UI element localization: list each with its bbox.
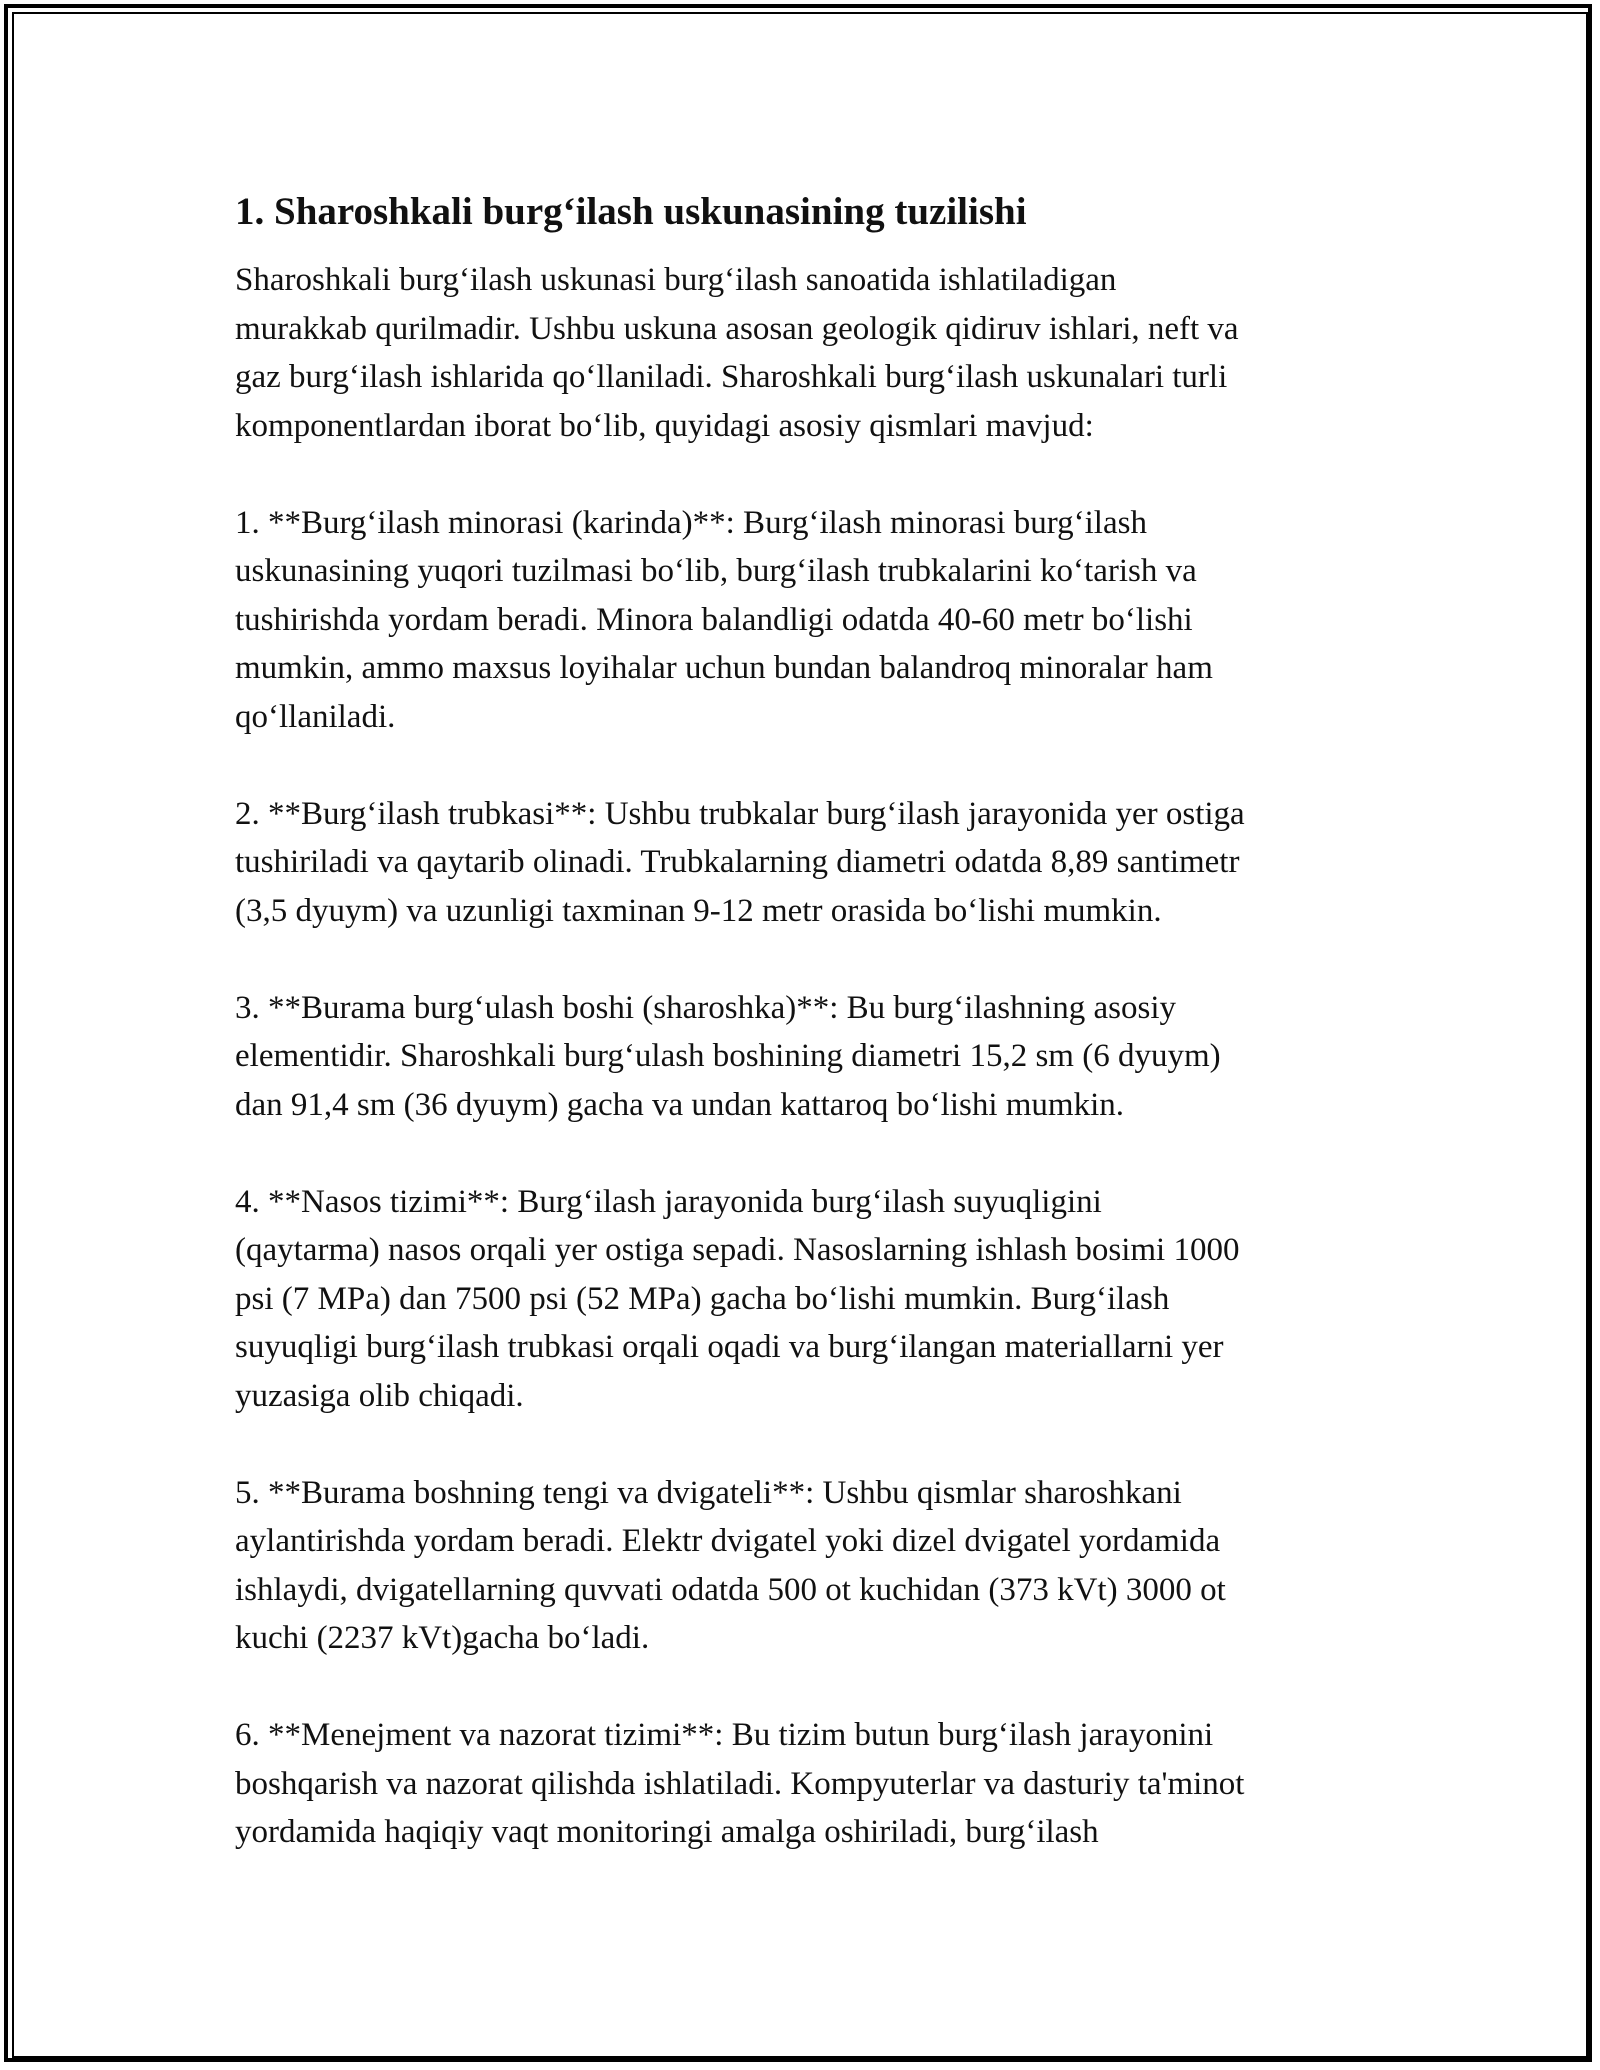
text-line: 4. **Nasos tizimi**: Burg‘ilash jarayonida burg‘ilash suyuqligini: [235, 1183, 1102, 1220]
text-line: kuchi (2237 kVt)gacha bo‘ladi.: [235, 1620, 650, 1656]
text-line: boshqarish va nazorat qilishda ishlatiladi. Kompyuterlar va dasturiy ta'minot: [235, 1765, 1245, 1802]
document-body: [235, 188, 1375, 1905]
text-line: ishlaydi, dvigatellarning quvvati odatda 500 ot kuchidan (373 kVt) 3000 ot: [235, 1571, 1226, 1608]
text-line: aylantirishda yordam beradi. Elektr dvigatel yoki dizel dvigatel yordamida: [235, 1523, 1221, 1559]
text-line: elementidir. Sharoshkali burg‘ulash boshining diametri 15,2 sm (6 dyuym): [235, 1038, 1221, 1074]
list-item-control-system: [235, 1711, 1375, 1857]
text-line: 6. **Menejment va nazorat tizimi**: Bu tizim butun burg‘ilash jarayonini: [235, 1717, 1214, 1753]
text-line: komponentlardan iborat bo‘lib, quyidagi asosiy qismlari mavjud:: [235, 407, 1094, 444]
text-line: 1. **Burg‘ilash minorasi (karinda)**: Burg‘ilash minorasi burg‘ilash: [235, 504, 1147, 541]
list-item-drill-pipe: [235, 790, 1375, 936]
text-line: (qaytarma) nasos orqali yer ostiga sepadi. Nasoslarning ishlash bosimi 1000: [235, 1232, 1240, 1268]
text-line: yuzasiga olib chiqadi.: [235, 1377, 524, 1414]
text-line: 2. **Burg‘ilash trubkasi**: Ushbu trubkalar burg‘ilash jarayonida yer ostiga: [235, 795, 1245, 832]
list-item-rotary-drive: [235, 1469, 1375, 1663]
text-line: murakkab qurilmadir. Ushbu uskuna asosan geologik qidiruv ishlari, neft va: [235, 310, 1239, 347]
text-line: tushirishda yordam beradi. Minora balandligi odatda 40-60 metr bo‘lishi: [235, 601, 1193, 638]
text-line: uskunasining yuqori tuzilmasi bo‘lib, burg‘ilash trubkalarini ko‘tarish va: [235, 553, 1197, 589]
text-line: mumkin, ammo maxsus loyihalar uchun bundan balandroq minoralar ham: [235, 650, 1213, 686]
text-line: suyuqligi burg‘ilash trubkasi orqali oqadi va burg‘ilangan materiallarni yer: [235, 1329, 1224, 1365]
text-line: dan 91,4 sm (36 dyuym) gacha va undan kattaroq bo‘lishi mumkin.: [235, 1086, 1125, 1123]
text-line: (3,5 dyuym) va uzunligi taxminan 9-12 metr orasida bo‘lishi mumkin.: [235, 892, 1162, 929]
text-line: yordamida haqiqiy vaqt monitoringi amalga oshiriladi, burg‘ilash: [235, 1814, 1099, 1850]
text-line: tushiriladi va qaytarib olinadi. Trubkalarning diametri odatda 8,89 santimetr: [235, 844, 1240, 880]
list-item-pump-system: [235, 1178, 1375, 1421]
text-line: qo‘llaniladi.: [235, 698, 396, 735]
text-line: 5. **Burama boshning tengi va dvigateli**: Ushbu qismlar sharoshkani: [235, 1474, 1182, 1511]
intro-paragraph: [235, 256, 1375, 450]
document-title: 1. Sharoshkali burg‘ilash uskunasining tuzilishi: [235, 190, 1027, 233]
list-item-derrick: [235, 499, 1375, 742]
text-line: gaz burg‘ilash ishlarida qo‘llaniladi. Sharoshkali burg‘ilash uskunalari turli: [235, 359, 1228, 395]
text-line: 3. **Burama burg‘ulash boshi (sharoshka)**: Bu burg‘ilashning asosiy: [235, 989, 1177, 1026]
list-item-drill-bit: [235, 984, 1375, 1130]
text-line: psi (7 MPa) dan 7500 psi (52 MPa) gacha bo‘lishi mumkin. Burg‘ilash: [235, 1280, 1170, 1317]
text-line: Sharoshkali burg‘ilash uskunasi burg‘ilash sanoatida ishlatiladigan: [235, 262, 1117, 298]
